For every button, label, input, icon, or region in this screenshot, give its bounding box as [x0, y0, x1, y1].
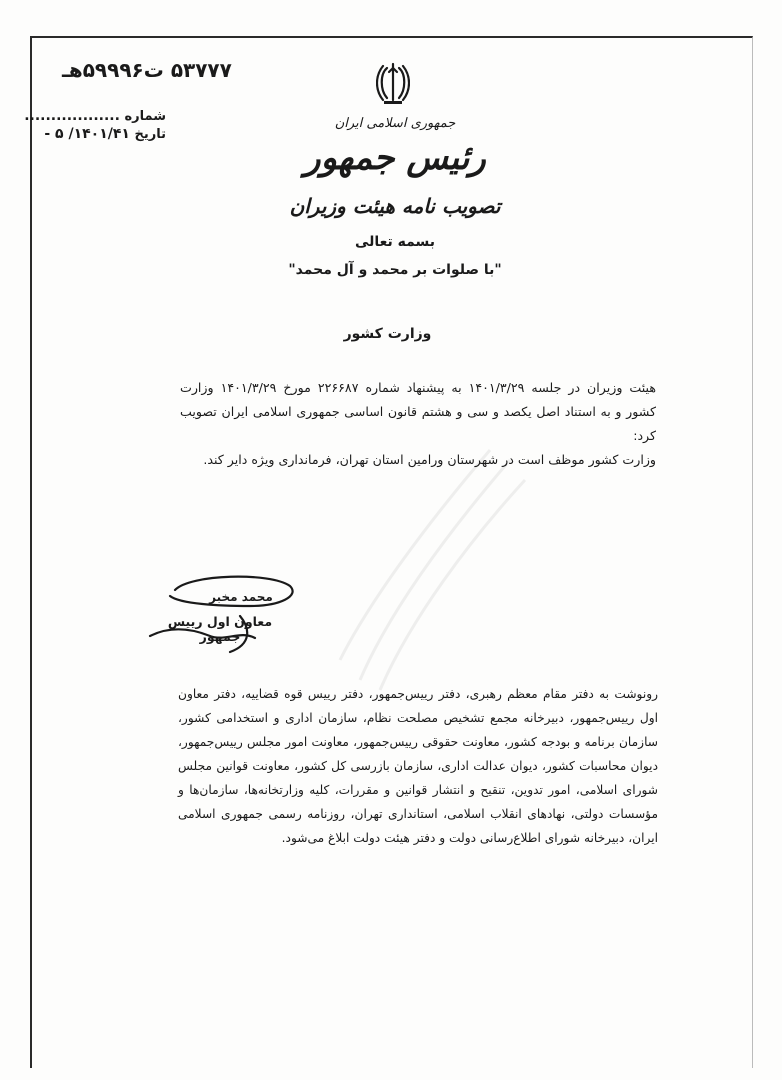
iran-emblem-icon [376, 60, 410, 106]
date-label: تاریخ [134, 127, 166, 142]
header-cabinet-approval: تصویب نامه هیئت وزیران [289, 194, 501, 218]
header-salawat: "با صلوات بر محمد و آل محمد" [288, 262, 502, 278]
number-label: شماره [124, 109, 166, 124]
header-president: رئیس جمهور [304, 138, 486, 178]
carbon-copy-list [178, 682, 658, 850]
reference-number-row [26, 108, 166, 124]
decree-paragraph-2: وزارت کشور موظف است در شهرستان ورامین استان تهران، فرمانداری ویژه دایر کند. [203, 452, 656, 467]
reference-date-row [26, 126, 166, 142]
number-value: .................. [24, 108, 120, 124]
header-basmala: بسمه تعالی [354, 234, 436, 250]
reference-number: ۵۳۷۷۷ ت۵۹۹۹۶هـ [62, 58, 232, 82]
watermark-stamp [330, 430, 530, 710]
header-country: جمهوری اسلامی ایران [334, 116, 456, 131]
carbon-copy-text: رونوشت به دفتر مقام معظم رهبری، دفتر رییس‌جمهور، دفتر رییس قوه قضاییه، دفتر معاون اول رییس‌جمهور، دبیرخانه مجمع تشخیص مصلحت نظام، سازمان اداری و استخدامی کشور، سازمان برنامه و بودجه کشور، معاونت حقوقی رییس‌جمهور، معاونت امور مجلس رییس‌جمهور، دیوان محاسبات کشور، دیوان عدالت اداری، سازمان بازرسی کل کشور، معاونت قوانین مجلس شورای اسلامی، امور تدوین، تنقیح و انتشار قوانین و مقررات، کلیه وزارتخانه‌ها، سازمان‌ها و مؤسسات دولتی، نهادهای انقلاب اسلامی، استانداری تهران، روزنامه رسمی جمهوری اسلامی ایران، دبیرخانه شورای اطلاع‌رسانی دولت و دفتر هیئت دولت ابلاغ می‌شود. [178, 687, 658, 845]
decree-body [180, 376, 656, 472]
date-value: ۱۴۰۱/۴۱/ ۵ - [44, 126, 130, 142]
signatory-title: معاون اول رییس جمهور [167, 614, 273, 644]
addressee: وزارت کشور [343, 326, 432, 342]
decree-paragraph-1: هیئت وزیران در جلسه ۱۴۰۱/۳/۲۹ به پیشنهاد شماره ۲۲۶۶۸۷ مورخ ۱۴۰۱/۳/۲۹ وزارت کشور و به استناد اصل یکصد و سی و هشتم قانون اساسی جمهوری اسلامی ایران تصویب کرد: [180, 380, 656, 443]
signatory-name: محمد مخبر [209, 590, 273, 604]
